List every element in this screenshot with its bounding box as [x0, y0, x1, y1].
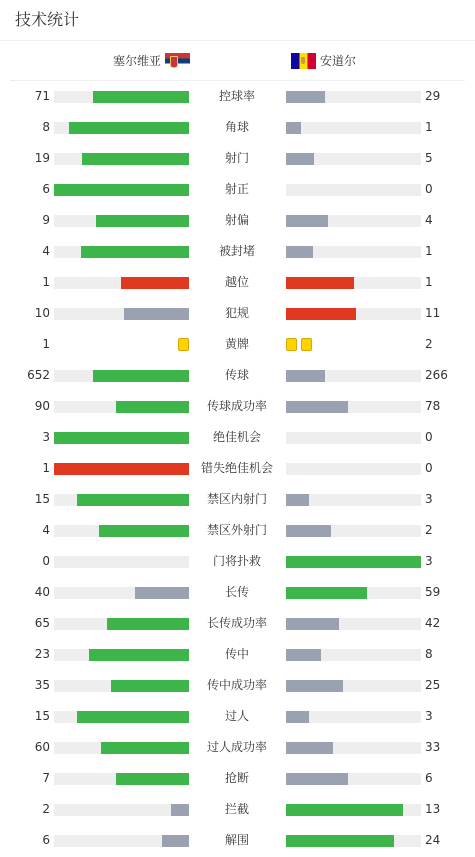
home-value: 90 [34, 399, 50, 413]
home-bar-track [54, 463, 189, 475]
away-value: 3 [425, 554, 433, 568]
away-bar-fill [286, 773, 348, 785]
stat-label: 传中 [224, 647, 249, 661]
away-bar-fill [286, 122, 301, 134]
stat-label: 黄牌 [224, 337, 249, 351]
stat-label: 射正 [224, 182, 249, 196]
stat-row [0, 608, 475, 639]
stat-label: 越位 [224, 275, 249, 289]
home-value: 9 [42, 213, 50, 227]
away-value: 29 [425, 89, 441, 103]
stat-label: 传中成功率 [206, 678, 267, 692]
home-value: 4 [42, 244, 50, 258]
away-value: 78 [425, 399, 441, 413]
home-value: 0 [42, 554, 50, 568]
away-bar-track [286, 680, 421, 692]
home-bar-fill [89, 649, 189, 661]
home-bar-fill [121, 277, 189, 289]
away-bar-fill [286, 835, 394, 847]
away-bar-fill [286, 804, 403, 816]
stat-row [0, 701, 475, 732]
stat-label: 抢断 [224, 771, 249, 785]
home-value: 6 [42, 833, 50, 847]
page-title: 技术统计 [15, 10, 80, 29]
home-bar-fill [99, 525, 189, 537]
home-bar-fill [111, 680, 189, 692]
home-bar-track [54, 649, 189, 661]
stat-row [0, 763, 475, 794]
home-bar-track [54, 618, 189, 630]
home-value: 60 [34, 740, 50, 754]
away-value: 8 [425, 647, 433, 661]
home-value: 71 [34, 89, 50, 103]
stat-label: 绝佳机会 [212, 430, 261, 444]
away-bar-fill [286, 587, 367, 599]
away-bar-track [286, 463, 421, 475]
away-bar-track [286, 122, 421, 134]
stat-label: 过人成功率 [206, 740, 267, 754]
away-bar-fill [286, 680, 343, 692]
away-bar-fill [286, 370, 325, 382]
away-bar-track [286, 184, 421, 196]
home-bar-fill [54, 463, 189, 475]
home-value: 8 [42, 120, 50, 134]
away-value: 13 [425, 802, 441, 816]
home-value: 15 [34, 709, 50, 723]
stat-label: 禁区内射门 [206, 492, 267, 506]
home-bar-track [54, 277, 189, 289]
home-bar-track [54, 835, 189, 847]
home-bar-fill [77, 711, 189, 723]
stat-label: 禁区外射门 [206, 523, 267, 537]
home-value: 40 [34, 585, 50, 599]
home-bar-track [54, 432, 189, 444]
away-bar-track [286, 370, 421, 382]
stat-label: 门将扑救 [212, 554, 261, 568]
away-bar-track [286, 494, 421, 506]
home-bar-fill [107, 618, 189, 630]
away-bar-track [286, 401, 421, 413]
stat-label: 射门 [224, 151, 249, 165]
away-bar-track [286, 618, 421, 630]
home-bar-track [54, 308, 189, 320]
away-bar-fill [286, 153, 314, 165]
stat-row [0, 794, 475, 825]
away-value: 1 [425, 244, 433, 258]
home-value: 19 [34, 151, 50, 165]
serbia-flag-icon [165, 53, 190, 69]
away-bar-track [286, 711, 421, 723]
home-team-header [113, 52, 190, 70]
away-bar-track [286, 246, 421, 258]
away-bar-track [286, 91, 421, 103]
stat-row [0, 453, 475, 484]
home-bar-track [54, 91, 189, 103]
title-divider [0, 40, 475, 41]
stat-row [0, 391, 475, 422]
stat-label: 被封堵 [218, 244, 255, 258]
stat-row [0, 670, 475, 701]
stat-label: 传球 [224, 368, 249, 382]
home-bar-track [54, 370, 189, 382]
home-bar-fill [116, 773, 189, 785]
away-bar-track [286, 773, 421, 785]
away-bar-track [286, 432, 421, 444]
away-bar-track [286, 215, 421, 227]
home-bar-track [54, 153, 189, 165]
away-bar-fill [286, 277, 354, 289]
away-bar-fill [286, 494, 309, 506]
stat-row [0, 298, 475, 329]
home-bar-fill [96, 215, 189, 227]
home-bar-track [54, 556, 189, 568]
home-bar-fill [116, 401, 189, 413]
away-value: 1 [425, 120, 433, 134]
home-bar-track [54, 587, 189, 599]
home-value: 2 [42, 802, 50, 816]
away-bar-fill [286, 618, 339, 630]
home-value: 3 [42, 430, 50, 444]
away-bar-track [286, 556, 421, 568]
home-value: 652 [27, 368, 50, 382]
home-bar-track [54, 122, 189, 134]
stat-label: 控球率 [218, 89, 255, 103]
home-bar-fill [162, 835, 189, 847]
away-bar-track [286, 804, 421, 816]
home-yellow-cards [178, 338, 189, 351]
home-value: 10 [34, 306, 50, 320]
stat-row [0, 174, 475, 205]
home-bar-track [54, 711, 189, 723]
yellow-card-icon [286, 338, 297, 351]
away-team-name: 安道尔 [320, 54, 357, 68]
away-value: 2 [425, 523, 433, 537]
home-bar-fill [54, 184, 189, 196]
stats-list [0, 81, 475, 856]
home-bar-track [54, 494, 189, 506]
stat-label: 长传 [224, 585, 249, 599]
home-bar-track [54, 401, 189, 413]
stat-row [0, 236, 475, 267]
home-team-name: 塞尔维亚 [112, 54, 161, 68]
away-bar-track [286, 587, 421, 599]
away-value: 2 [425, 337, 433, 351]
stat-label: 角球 [224, 120, 249, 134]
home-value: 7 [42, 771, 50, 785]
stat-row [0, 515, 475, 546]
stat-label: 传球成功率 [206, 399, 267, 413]
away-value: 33 [425, 740, 441, 754]
away-value: 0 [425, 461, 433, 475]
stat-row [0, 546, 475, 577]
home-value: 4 [42, 523, 50, 537]
away-bar-fill [286, 556, 421, 568]
stat-label: 过人 [224, 709, 249, 723]
home-value: 23 [34, 647, 50, 661]
away-yellow-cards [286, 338, 312, 351]
away-bar-track [286, 525, 421, 537]
stat-label: 解围 [224, 833, 249, 847]
stat-row [0, 484, 475, 515]
away-team-header [291, 52, 356, 70]
home-bar-track [54, 184, 189, 196]
away-value: 3 [425, 492, 433, 506]
away-bar-fill [286, 215, 328, 227]
away-bar-track [286, 153, 421, 165]
away-bar-fill [286, 649, 321, 661]
away-bar-fill [286, 308, 356, 320]
home-bar-fill [69, 122, 189, 134]
home-value: 1 [42, 461, 50, 475]
away-bar-track [286, 649, 421, 661]
away-bar-fill [286, 711, 309, 723]
away-value: 0 [425, 430, 433, 444]
away-value: 4 [425, 213, 433, 227]
stat-label: 拦截 [224, 802, 249, 816]
stat-label: 犯规 [224, 306, 249, 320]
andorra-flag-icon [291, 53, 316, 69]
stat-label: 错失绝佳机会 [200, 461, 273, 475]
home-bar-track [54, 246, 189, 258]
away-value: 3 [425, 709, 433, 723]
away-bar-track [286, 835, 421, 847]
home-bar-fill [54, 432, 189, 444]
away-bar-track [286, 308, 421, 320]
away-value: 24 [425, 833, 441, 847]
away-bar-fill [286, 246, 313, 258]
stat-row [0, 422, 475, 453]
stat-row [0, 81, 475, 112]
away-bar-fill [286, 401, 348, 413]
home-bar-fill [124, 308, 189, 320]
home-bar-fill [93, 370, 189, 382]
stat-row [0, 205, 475, 236]
home-value: 65 [34, 616, 50, 630]
stat-row [0, 360, 475, 391]
away-value: 0 [425, 182, 433, 196]
home-bar-track [54, 742, 189, 754]
stat-row [0, 639, 475, 670]
home-bar-fill [82, 153, 189, 165]
yellow-card-icon [178, 338, 189, 351]
stat-row [0, 267, 475, 298]
away-value: 266 [425, 368, 448, 382]
away-bar-track [286, 742, 421, 754]
home-bar-fill [101, 742, 189, 754]
home-value: 1 [42, 337, 50, 351]
stat-row [0, 329, 475, 360]
home-bar-fill [77, 494, 189, 506]
home-bar-track [54, 525, 189, 537]
away-value: 11 [425, 306, 441, 320]
stat-row [0, 143, 475, 174]
away-value: 42 [425, 616, 441, 630]
away-value: 25 [425, 678, 441, 692]
stat-row [0, 825, 475, 856]
home-bar-fill [81, 246, 189, 258]
stat-label: 射偏 [224, 213, 249, 227]
stat-label: 长传成功率 [206, 616, 267, 630]
home-bar-fill [93, 91, 189, 103]
home-value: 35 [34, 678, 50, 692]
home-value: 15 [34, 492, 50, 506]
stat-row [0, 577, 475, 608]
yellow-card-icon [301, 338, 312, 351]
away-bar-fill [286, 91, 325, 103]
away-bar-fill [286, 525, 331, 537]
away-value: 1 [425, 275, 433, 289]
away-bar-fill [286, 742, 333, 754]
home-value: 6 [42, 182, 50, 196]
away-bar-track [286, 277, 421, 289]
away-value: 5 [425, 151, 433, 165]
away-value: 6 [425, 771, 433, 785]
home-bar-track [54, 680, 189, 692]
home-value: 1 [42, 275, 50, 289]
home-bar-fill [135, 587, 189, 599]
home-bar-track [54, 773, 189, 785]
home-bar-track [54, 804, 189, 816]
home-bar-fill [171, 804, 189, 816]
stat-row [0, 112, 475, 143]
stat-row [0, 732, 475, 763]
home-bar-track [54, 215, 189, 227]
away-value: 59 [425, 585, 441, 599]
